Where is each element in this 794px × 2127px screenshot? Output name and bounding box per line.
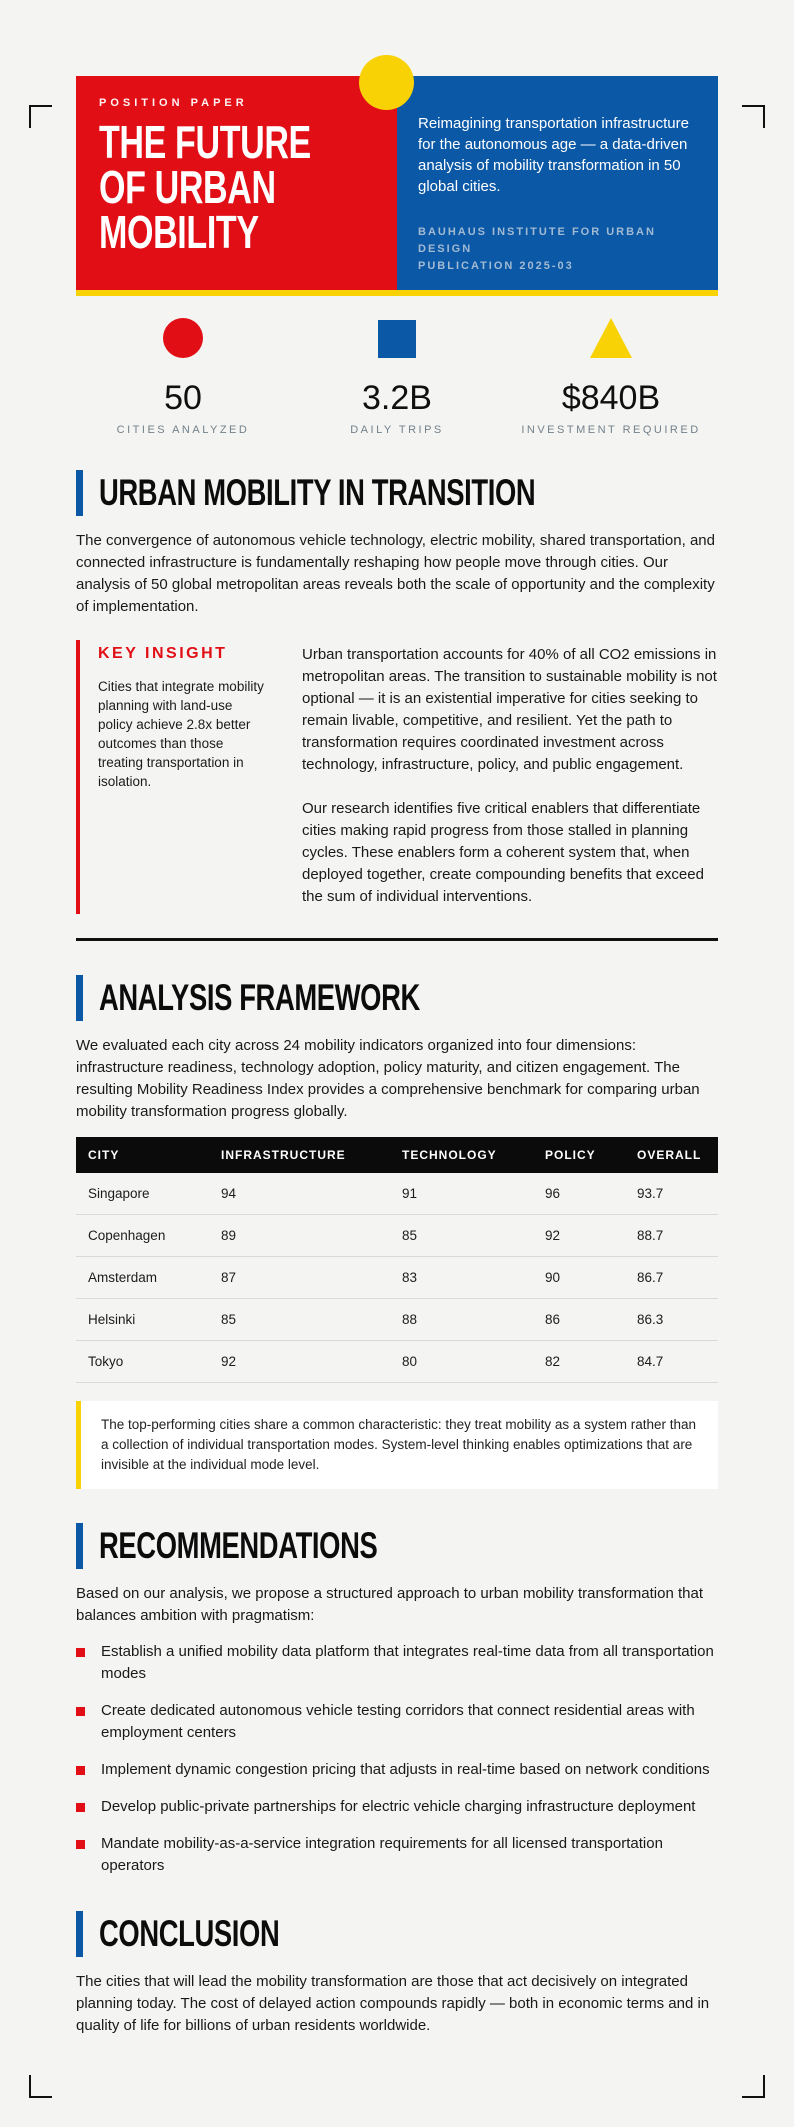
list-item (76, 1700, 718, 1744)
mobility-index-table (76, 1137, 718, 1383)
cell-policy: 82 (533, 1341, 625, 1383)
red-square-bullet-icon (76, 1840, 85, 1849)
paragraph: Our research identifies five critical enablers that differentiate cities making rapid progress from those stalled in planning cycles. These enablers form a coherent system that, when deployed together, create compounding benefits that exceed the sum of individual interventions. (302, 800, 704, 905)
cell-overall: 84.7 (625, 1341, 718, 1383)
cell-city: Helsinki (76, 1299, 209, 1341)
hero-red-panel (76, 76, 397, 290)
table-header-row (76, 1137, 718, 1173)
red-square-bullet-icon (76, 1766, 85, 1775)
cell-infrastructure: 87 (209, 1257, 390, 1299)
section-title: URBAN MOBILITY IN TRANSITION (99, 472, 536, 513)
cell-overall: 86.7 (625, 1257, 718, 1299)
cell-city: Copenhagen (76, 1215, 209, 1257)
cell-overall: 86.3 (625, 1299, 718, 1341)
table-row (76, 1173, 718, 1215)
cell-policy: 86 (533, 1299, 625, 1341)
table-row (76, 1215, 718, 1257)
red-square-bullet-icon (76, 1803, 85, 1812)
red-square-bullet-icon (76, 1648, 85, 1657)
list-item-text: Develop public-private partnerships for electric vehicle charging infrastructure deployment (101, 1798, 696, 1815)
table-row (76, 1299, 718, 1341)
section-title: RECOMMENDATIONS (99, 1525, 378, 1566)
section-recommendations (76, 1523, 718, 1877)
table-row (76, 1341, 718, 1383)
cell-technology: 88 (390, 1299, 533, 1341)
institute-name: BAUHAUS INSTITUTE FOR URBAN DESIGN (418, 226, 656, 255)
list-item (76, 1759, 718, 1781)
red-circle-icon (163, 318, 203, 358)
section-intro: The convergence of autonomous vehicle technology, electric mobility, shared transportation, and connected infrastructure is fundamentally reshaping how people move through cities. Our analysis of 50 global metropolitan areas reveals both the scale of opportunity and the complexity of implementation. (76, 532, 715, 615)
list-item-text: Implement dynamic congestion pricing that adjusts in real-time based on network conditions (101, 1761, 710, 1778)
cell-infrastructure: 92 (209, 1341, 390, 1383)
cell-technology: 83 (390, 1257, 533, 1299)
cell-overall: 93.7 (625, 1173, 718, 1215)
section-heading (76, 1911, 718, 1957)
key-insight-main (302, 640, 718, 914)
cell-technology: 91 (390, 1173, 533, 1215)
hero-blue-panel (397, 76, 718, 290)
stat-label: CITIES ANALYZED (116, 424, 250, 436)
key-insight-box (76, 640, 718, 914)
cell-infrastructure: 85 (209, 1299, 390, 1341)
list-item-text: Mandate mobility-as-a-service integration requirements for all licensed transportation operators (101, 1835, 663, 1874)
red-square-bullet-icon (76, 1707, 85, 1716)
recommendation-list (76, 1641, 718, 1877)
cell-policy: 92 (533, 1215, 625, 1257)
cell-infrastructure: 89 (209, 1215, 390, 1257)
cell-technology: 80 (390, 1341, 533, 1383)
yellow-circle-icon (359, 55, 414, 110)
section-intro: We evaluated each city across 24 mobility indicators organized into four dimensions: infrastructure readiness, technology adoption, policy maturity, and citizen engagement. The resulting Mobility Readiness Index provides a comprehensive benchmark for comparing urban mobility transformation progress globally. (76, 1037, 700, 1120)
position-paper-page (0, 76, 794, 2127)
section-transition (76, 470, 718, 914)
kicker: POSITION PAPER (99, 97, 248, 109)
title-line-1: THE FUTURE (99, 116, 311, 168)
hero-underline-bar (76, 290, 718, 296)
cell-policy: 90 (533, 1257, 625, 1299)
list-item (76, 1833, 718, 1877)
column-header-overall: OVERALL (625, 1137, 718, 1173)
table-row (76, 1257, 718, 1299)
stat-cities (76, 318, 290, 436)
key-insight-body: Cities that integrate mobility planning with land-use policy achieve 2.8x better outcomes than those treating transportation in isolation. (98, 679, 264, 789)
crop-mark-bottom-right-icon (742, 2075, 765, 2098)
abstract-text: Reimagining transportation infrastructure for the autonomous age — a data-driven analysis of mobility transformation in 50 global cities. (418, 115, 689, 195)
crop-mark-top-left-icon (29, 105, 52, 128)
column-header-infrastructure: INFRASTRUCTURE (209, 1137, 390, 1173)
stat-trips (290, 318, 504, 436)
cell-city: Singapore (76, 1173, 209, 1215)
blue-square-icon (378, 320, 416, 358)
crop-mark-bottom-left-icon (29, 2075, 52, 2098)
cell-city: Tokyo (76, 1341, 209, 1383)
section-title: CONCLUSION (99, 1913, 280, 1954)
conclusion-text: The cities that will lead the mobility transformation are those that act decisively on integrated planning today. The cost of delayed action compounds rapidly — both in economic terms and in quality of life for billions of urban residents worldwide. (76, 1973, 710, 2034)
stat-value: $840B (561, 379, 661, 417)
cell-technology: 85 (390, 1215, 533, 1257)
stat-label: INVESTMENT REQUIRED (521, 424, 701, 436)
section-heading (76, 975, 718, 1021)
crop-mark-top-right-icon (742, 105, 765, 128)
cell-infrastructure: 94 (209, 1173, 390, 1215)
section-framework (76, 975, 718, 1489)
stat-value: 3.2B (362, 379, 432, 417)
section-heading (76, 470, 718, 516)
list-item (76, 1796, 718, 1818)
list-item-text: Establish a unified mobility data platform that integrates real-time data from all transportation modes (101, 1643, 714, 1682)
publication-number: PUBLICATION 2025-03 (418, 260, 574, 272)
yellow-triangle-icon (590, 318, 632, 358)
stats-row (76, 318, 718, 436)
title-line-2: OF URBAN (99, 161, 276, 213)
title-line-3: MOBILITY (99, 206, 259, 258)
stat-investment (504, 318, 718, 436)
list-item-text: Create dedicated autonomous vehicle testing corridors that connect residential areas with employment centers (101, 1702, 695, 1741)
list-item (76, 1641, 718, 1685)
column-header-city: CITY (76, 1137, 209, 1173)
cell-city: Amsterdam (76, 1257, 209, 1299)
hero-banner (76, 76, 718, 290)
column-header-policy: POLICY (533, 1137, 625, 1173)
column-header-technology: TECHNOLOGY (390, 1137, 533, 1173)
stat-value: 50 (164, 379, 202, 417)
key-insight-title: KEY INSIGHT (98, 645, 228, 662)
cell-policy: 96 (533, 1173, 625, 1215)
page-title (99, 116, 375, 258)
section-heading (76, 1523, 718, 1569)
callout-note: The top-performing cities share a common characteristic: they treat mobility as a system rather than a collection of individual transportation modes. System-level thinking enables optimizations that are invisible at the individual mode level. (76, 1401, 718, 1489)
section-intro: Based on our analysis, we propose a structured approach to urban mobility transformation that balances ambition with pragmatism: (76, 1585, 704, 1624)
stat-label: DAILY TRIPS (350, 424, 444, 436)
paragraph: Urban transportation accounts for 40% of all CO2 emissions in metropolitan areas. The transition to sustainable mobility is not optional — it is an existential imperative for cities seeking to remain livable, competitive, and resilient. Yet the path to transformation requires coordinated investment across technology, infrastructure, policy, and public engagement. (302, 646, 717, 773)
section-title: ANALYSIS FRAMEWORK (99, 977, 420, 1018)
key-insight-sidebar (98, 640, 270, 914)
section-conclusion (76, 1911, 718, 2037)
section-divider (76, 938, 718, 941)
cell-overall: 88.7 (625, 1215, 718, 1257)
